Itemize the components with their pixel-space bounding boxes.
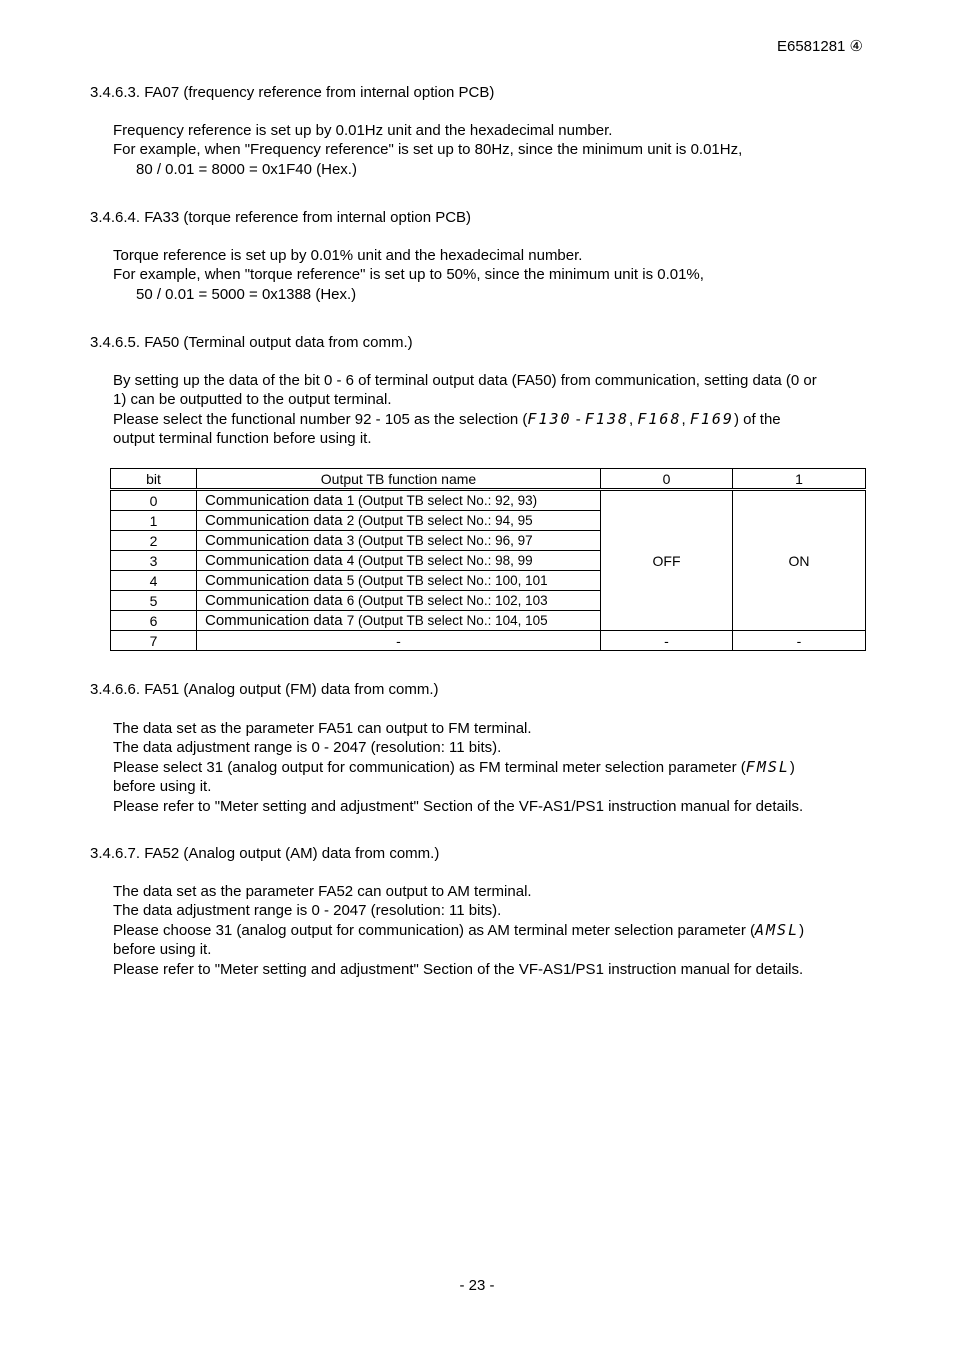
text-line: before using it. bbox=[113, 941, 212, 959]
parameter-code: FMSL bbox=[745, 757, 790, 776]
text-line: Please refer to "Meter setting and adjustment" Section of the VF-AS1/PS1 instruction manual for details. bbox=[113, 960, 804, 978]
function-name-cell: Communication data 6 (Output TB select No.: 102, 103 bbox=[197, 591, 601, 611]
text-line: By setting up the data of the bit 0 - 6 of terminal output data (FA50) from communication, setting data (0 or bbox=[113, 372, 817, 389]
output-tb-function-table bbox=[110, 468, 866, 651]
text-line: Please refer to "Meter setting and adjustment" Section of the VF-AS1/PS1 instruction manual for details. bbox=[113, 797, 804, 815]
value-0-cell: - bbox=[601, 631, 733, 651]
section-heading-fa50: 3.4.6.5. FA50 (Terminal output data from comm.) bbox=[90, 334, 413, 351]
bit-cell: 0 bbox=[111, 490, 197, 511]
parameter-code: F130 bbox=[527, 409, 572, 428]
column-header-function-name: Output TB function name bbox=[197, 469, 601, 490]
function-name-cell: Communication data 3 (Output TB select No.: 96, 97 bbox=[197, 531, 601, 551]
function-name-cell: Communication data 5 (Output TB select No.: 100, 101 bbox=[197, 571, 601, 591]
bit-cell: 5 bbox=[111, 591, 197, 611]
function-name-cell: - bbox=[197, 631, 601, 651]
text-line: before using it. bbox=[113, 778, 212, 796]
text-line: The data set as the parameter FA52 can output to AM terminal. bbox=[113, 883, 532, 900]
text-line: The data set as the parameter FA51 can output to FM terminal. bbox=[113, 720, 532, 737]
section-body-fa07 bbox=[113, 121, 865, 179]
parameter-code: F138 bbox=[584, 409, 630, 428]
bit-cell: 4 bbox=[111, 571, 197, 591]
function-name-cell: Communication data 4 (Output TB select No.: 98, 99 bbox=[197, 551, 601, 571]
table-row bbox=[111, 631, 866, 651]
parameter-code: AMSL bbox=[754, 920, 800, 939]
section-heading-fa52: 3.4.6.7. FA52 (Analog output (AM) data from comm.) bbox=[90, 845, 440, 862]
section-heading-fa33: 3.4.6.4. FA33 (torque reference from internal option PCB) bbox=[90, 209, 472, 226]
section-body-fa50 bbox=[113, 371, 865, 449]
function-name-cell: Communication data 7 (Output TB select No.: 104, 105 bbox=[197, 611, 601, 631]
text-line: 1) can be outputted to the output terminal. bbox=[113, 391, 392, 409]
function-name-cell: Communication data 1 (Output TB select No.: 92, 93) bbox=[197, 490, 601, 511]
text-line: The data adjustment range is 0 - 2047 (resolution: 11 bits). bbox=[113, 739, 502, 757]
table-row bbox=[111, 490, 866, 511]
column-header-bit: bit bbox=[111, 469, 197, 490]
function-name-cell: Communication data 2 (Output TB select No.: 94, 95 bbox=[197, 511, 601, 531]
value-1-cell: - bbox=[733, 631, 866, 651]
text-line: For example, when "torque reference" is set up to 50%, since the minimum unit is 0.01%, bbox=[113, 266, 704, 284]
text-line: Please select 31 (analog output for communication) as FM terminal meter selection parameter (FMSL) bbox=[113, 757, 795, 776]
text-line: For example, when "Frequency reference" is set up to 80Hz, since the minimum unit is 0.01Hz, bbox=[113, 141, 743, 159]
column-header-value-1: 1 bbox=[733, 469, 866, 490]
parameter-code: F169 bbox=[689, 409, 734, 428]
text-line: output terminal function before using it. bbox=[113, 430, 372, 448]
document-id: E6581281 ④ bbox=[776, 38, 863, 55]
bit-cell: 1 bbox=[111, 511, 197, 531]
section-body-fa52 bbox=[113, 882, 865, 979]
text-line: Torque reference is set up by 0.01% unit and the hexadecimal number. bbox=[113, 247, 583, 264]
section-heading-fa07: 3.4.6.3. FA07 (frequency reference from internal option PCB) bbox=[90, 84, 495, 101]
text-line: 80 / 0.01 = 8000 = 0x1F40 (Hex.) bbox=[136, 160, 357, 178]
text-line: 50 / 0.01 = 5000 = 0x1388 (Hex.) bbox=[136, 285, 357, 303]
bit-cell: 3 bbox=[111, 551, 197, 571]
section-heading-fa51: 3.4.6.6. FA51 (Analog output (FM) data from comm.) bbox=[90, 681, 439, 698]
text-line: Frequency reference is set up by 0.01Hz unit and the hexadecimal number. bbox=[113, 122, 613, 139]
bit-cell: 7 bbox=[111, 631, 197, 651]
bit-cell: 6 bbox=[111, 611, 197, 631]
text-line: The data adjustment range is 0 - 2047 (resolution: 11 bits). bbox=[113, 902, 502, 920]
text-line: Please select the functional number 92 - 105 as the selection (F130 - F138, F168, F169) of the bbox=[113, 409, 781, 428]
on-value-cell: ON bbox=[733, 490, 866, 631]
section-body-fa51 bbox=[113, 719, 865, 816]
text-line: Please choose 31 (analog output for communication) as AM terminal meter selection parameter (AMSL) bbox=[113, 920, 805, 939]
bit-cell: 2 bbox=[111, 531, 197, 551]
off-value-cell: OFF bbox=[601, 490, 733, 631]
parameter-code: F168 bbox=[637, 409, 682, 428]
page-number: - 23 - bbox=[459, 1277, 495, 1294]
column-header-value-0: 0 bbox=[601, 469, 733, 490]
section-body-fa33 bbox=[113, 246, 865, 304]
table-header-row bbox=[111, 469, 866, 490]
